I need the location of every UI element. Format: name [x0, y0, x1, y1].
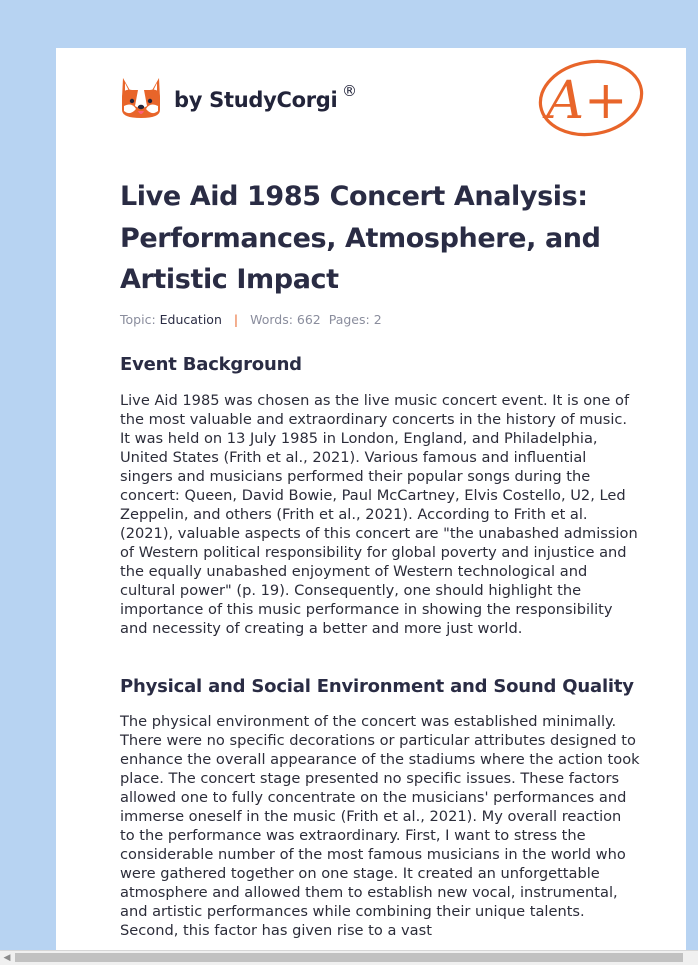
pages-value: 2: [373, 312, 382, 327]
grade-text: A+: [546, 71, 628, 131]
horizontal-scrollbar[interactable]: [0, 950, 698, 965]
registered-mark: ®: [342, 82, 357, 100]
pages-label: Pages:: [328, 312, 370, 327]
corgi-logo-icon[interactable]: [120, 76, 162, 122]
article-meta: [120, 312, 382, 327]
a-plus-grade-icon: [537, 58, 647, 140]
scrollbar-thumb[interactable]: [15, 953, 683, 962]
article-title: Live Aid 1985 Concert Analysis: Performances, Atmosphere, and Artistic Impact: [120, 181, 601, 295]
section-body-event-background: Live Aid 1985 was chosen as the live music concert event. It is one of the most valuable and extraordinary concerts in the history of music. It was held on 13 July 1985 in London, England, and Philadelphia, United States (Frith et al., 2021). Various famous and influential singers and musicians performed their popular songs during the concert: Queen, David Bowie, Paul McCartney, Elvis Costello, U2, Led Zeppelin, and others (Frith et al., 2021). According to Frith et al. (2021), valuable aspects of this concert are "the unabashed admission of Western political responsibility for global poverty and injustice and the equally unabashed enjoyment of Western technological and cultural power" (p. 19). Consequently, one should highlight the importance of this music performance in showing the responsibility and necessity of creating a better and more just world.: [120, 392, 638, 637]
section-heading-environment: Physical and Social Environment and Sound Quality: [120, 676, 634, 697]
scroll-left-arrow-icon[interactable]: ◀: [3, 953, 11, 963]
section-heading-event-background: Event Background: [120, 354, 302, 375]
words-value: 662: [296, 312, 321, 327]
words-label: Words:: [250, 312, 293, 327]
document-page: [56, 48, 686, 950]
topic-label: Topic:: [120, 312, 156, 327]
meta-separator: |: [233, 312, 239, 327]
topic-value[interactable]: Education: [159, 312, 222, 327]
brand-name[interactable]: by StudyCorgi: [174, 88, 338, 112]
section-body-environment: The physical environment of the concert was established minimally. There were no specific decorations or particular attributes designed to enhance the overall appearance of the stadiums where the action took place. The concert stage presented no specific issues. These factors allowed one to fully concentrate on the musicians' performances and immerse oneself in the music (Frith et al., 2021). My overall reaction to the performance was extraordinary. First, I want to stress the considerable number of the most famous musicians in the world who were gathered together on one stage. It created an unforgettable atmosphere and allowed them to establish new vocal, instrumental, and artistic performances while combining their unique talents. Second, this factor has given rise to a vast: [120, 713, 640, 939]
